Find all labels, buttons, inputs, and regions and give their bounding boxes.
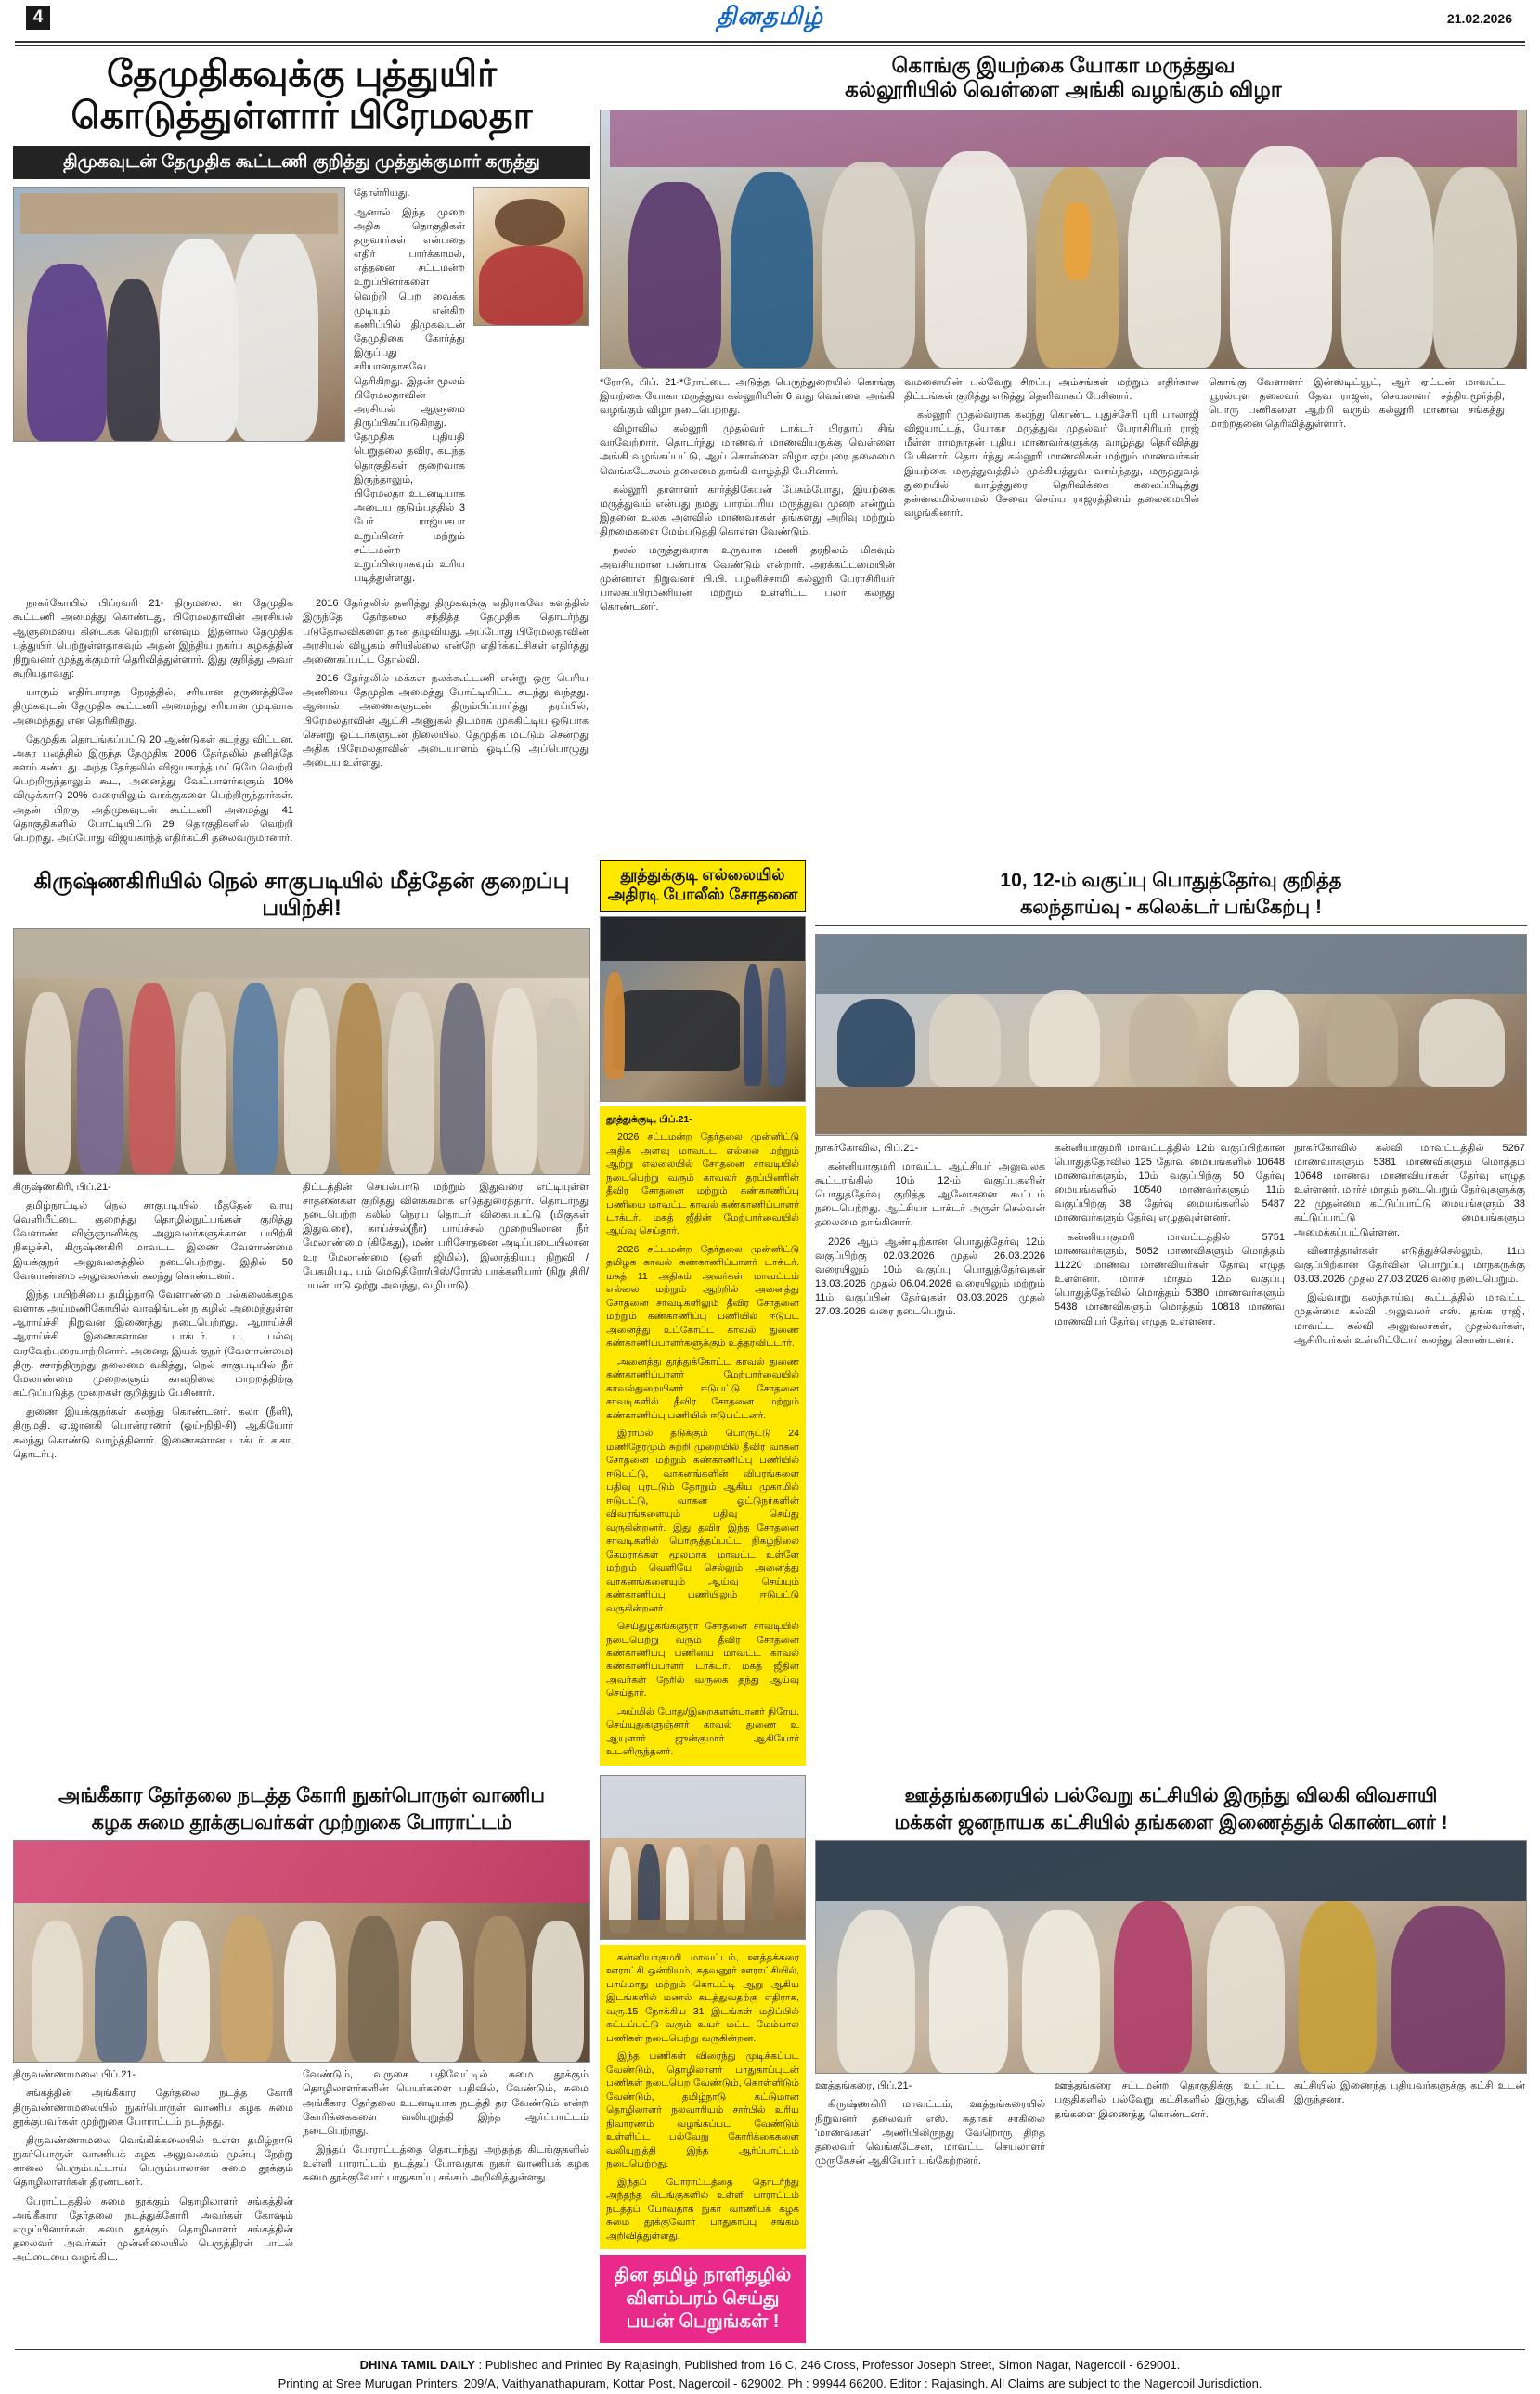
photo-muthukumar-portrait	[473, 187, 589, 326]
photo-bridge-works	[600, 1775, 806, 1940]
party-col1: ஊத்தங்கரை, பிப்.21- கிருஷ்ணகிரி மாவட்டம், ஊத்தங்கரையில் நிறுவனர் தலைவர் எஸ். சுதாகர் சாகிலை 'மாணவகள்' அணியிலிருந்து வேறொரு திறத் தலைவர் வெங்கடேசன், மாவட்ட செயலாளர் முருகேசன் ஆகியோர் பங்கேற்றனர்.	[815, 2080, 1045, 2168]
ad-line3: பயன் பெறுங்கள் !	[626, 2311, 780, 2333]
exam-heading-line2: கலந்தாய்வு - கலெக்டர் பங்கேற்பு !	[1019, 897, 1323, 919]
footer-publication-name: DHINA TAMIL DAILY	[359, 2358, 475, 2373]
protest-col2: வேண்டும், வருகை பதிவேட்டில் சுமை தூக்கும் தொழிலாளர்களின் பெயர்களை பதிவில், வேண்டும், சுமை அங்கீகார தேர்தலை உடனடியாக நடத்தி தர வேண்டும் என்ற கோரிக்கைகளை வலியுறுத்தி இந்த ஆர்ப்பாட்டம் நடைபெற்றது. இந்தப் போராட்டத்தை தொடர்ந்து அந்தந்த கிடங்குகளில் உள்ளி பாராட்டம் நடத்தப் போவதாக நுகர் வாணிபக் கழக சுமை தூக்குவோர் பாதுகாப்பு சங்கம் அறிவித்துள்ளது.	[303, 2069, 589, 2184]
party-col2: ஊத்தங்கரை சட்டமன்ற தொகுதிக்கு உட்பட்ட பகுதிகளில் பல்வேறு கட்சிகளில் இருந்து விலகி தங்களை இணைத்து கொண்டனர்.	[1055, 2080, 1285, 2120]
exam-col3: நாகர்கோவில் கல்வி மாவட்டத்தில் 5267 மாணவர்களும் 5381 மாணவிகளும் மொத்தம் 10648 மாணவ மாணவியர்கள் தேர்வு எழுத உள்ளனர். மார்ச் மாதம் நடைபெறும் தேர்வுகளுக்கு 22 முதன்மை கட்டுப்பாட்டு மையங்களும் 38 கட்டுப்பாட்டு மையங்களும் அமைக்கப்பட்டுள்ளன. வினாத்தாள்கள் எடுத்துச்செல்லும், 11ம் வகுப்பிற்கான தேர்வின் பொறுப்பு மாநகருக்கு 03.03.2026 முதல் 27.03.2026 வரை நடைபெறும். இவ்வாறு கலந்தாய்வு கூட்டத்தில் மாவட்ட முதன்மை கல்வி அலுவலர் எஸ். தங்க ராஜி, மாவட்ட கல்வி அலுவலர்கள், முதல்வர்கள், ஆசிரியர்கள் உள்ளிட்டோர் கலந்து கொண்டனர்.	[1294, 1142, 1525, 1346]
bottom-band	[13, 1775, 1527, 2343]
photo-yoga-college-ceremony	[600, 110, 1527, 369]
exam-heading-line1: 10, 12-ம் வகுப்பு பொதுத்தேர்வு குறித்த	[1000, 870, 1342, 892]
krishnagiri-article	[13, 860, 590, 1467]
bridge-works-article	[600, 1775, 806, 2343]
photo-collector-meeting	[815, 934, 1527, 1136]
right-lead-col3: கொங்கு வேளாளர் இன்ஸ்டிட்யூட், ஆர் ஏட்டன் மாவட்ட யூரல்யுள தலைவர் தேவ ராஜன், செயலாளர் சத்தியமூர்த்தி, பொரு பணிகளை ஆற்றி வரும் கல்லூரி மாணவ சங்கத்து மாற்றதனை தெரிவித்துள்ளார்.	[1209, 376, 1505, 431]
photo-police-check	[600, 916, 806, 1102]
exam-col2: கன்னியாகுமரி மாவட்டத்தில் 12ம் வகுப்பிற்கான பொதுத்தேர்வில் 125 தேர்வு மையங்களில் 10648 மாணவர்களும், 10ம் வகுப்பிற்கு 50 தேர்வு மையங்களில் 10540 மாணவர்களும் 11ம் வகுப்பிற்கு 38 தேர்வு மையங்களில் 5487 மாணவர்களும் தேர்வு எழுதவுள்ளனர். கன்னியாகுமரி மாவட்டத்தில் 5751 மாணவர்களும், 5052 மாணவிகளும் மொத்தம் 11220 மாணவ மாணவியர்கள் தேர்வு எழுத உள்ளனர். மார்ச் மாதம் 12ம் வகுப்பு பொதுத்தேர்வில் மொத்தம் 5380 மாணவர்களும் 5438 மாணவிகளும் மொத்தம் 10818 மாணவ மாணவியர் தேர்வு எழுத உள்ளனர்.	[1055, 1142, 1285, 1327]
left-lead-black-bar: திமுகவுடன் தேமுதிக கூட்டணி குறித்து முத்துக்குமார் கருத்து	[13, 146, 590, 180]
left-lead-col2: 2016 தேர்தலில் தனித்து திமுகவுக்கு எதிராகவே களத்தில் இருந்தே தேர்தலை சந்தித்த தேமுதிக தொடர்ந்து படுதோல்விகளை தான் தழுவியது. அப்போது பிரேமலதாவின் அரசியல் வியூகம் சரியில்லை என்றே எதிர்க்கட்சிகள் எதிர்த்து அணைகப்பட்ட தோல்வி. 2016 தேர்தலில் மக்கள் நலக்கூட்டணி என்று ஒரு பெரிய அணியை தேமுதிக அமைத்து போட்டியிட்ட கடந்து வந்தது. ஆனால் அணைகளுடன் திரும்பிப்பார்த்து தரப்பில், பிரேமலதாவின் ஆட்சி அணுகல் திடமாக முக்கிட்டிய ஒடுபாக சென்று ஓட்டர்களுடன் நிலையில், தேமுதிக மட்டும் சென்றது அதிக பிரேமலதாவின் அடையாளம் ஓடிட்டு அப்பொழுது அடைய உள்ளது.	[303, 598, 589, 770]
photo-protest-crowd	[13, 1840, 590, 2063]
party-join-article	[815, 1775, 1527, 2173]
photo-krishnagiri-group	[13, 928, 590, 1175]
issue-date: 21.02.2026	[1446, 11, 1512, 26]
left-lead-headline-line2: கொடுத்துள்ளார் பிரேமலதா	[71, 95, 533, 136]
right-lead-article	[600, 54, 1527, 619]
protest-col1: திருவண்ணாமலை பிப்.21- சங்கத்தின் அங்கீகார தேர்தலை நடத்த கோரி திருவண்ணாமலையில் நுகர்பொருள் வாணிப கழக சுமை தூக்குபவர்கள் முற்றுகை போராட்டம் நடந்தது. திருவண்ணாமலை வெங்கிக்கலையில் உள்ள தமிழ்நாடு நுகர்பொருள் வாணிபக் கழக அலுவலகம் முன்பு நேற்று காலை பெரும்பட்டாய் பெரும்பாலான சுமை தூக்கும் தொழிலாளர்கள் திரண்டனர். பேராட்டத்தில் சுமை தூக்கும் தொழிலாளர் சங்கத்தின் அங்கீகார தேர்தலை நடத்துக்கோரி அவர்கள் கோஷம் எழுப்பினார்கள். சுமை தூக்கும் தொழிலாளர் சங்கத்தின் தலைவர் அவர்கள் முன்னிலையில் பெருந்திரள் பாடல் அட்டையை வழங்கிட.	[13, 2069, 293, 2264]
party-heading-line2: மக்கள் ஜனநாயக கட்சியில் தங்களை இணைத்துக் கொண்டனர் !	[894, 1812, 1448, 1834]
middle-band	[13, 860, 1527, 1766]
party-col3: கட்சியில் இணைந்த புதியவர்களுக்கு கட்சி உடன் இருந்தனர்.	[1294, 2080, 1525, 2106]
thoothukudi-article	[600, 860, 806, 1766]
page-number: 4	[26, 6, 50, 30]
top-band	[13, 54, 1527, 850]
masthead	[13, 0, 1527, 41]
thoothukudi-yellow-heading: தூத்துக்குடி எல்லையில் அதிரடி போலீஸ் சோதனை	[600, 860, 806, 911]
left-lead-col1: நாகர்கோயில் பிப்ரவரி 21- திருமலை. ன தேமுதிக கூட்டணி அமைத்து கொண்டது, பிரேமலதாவின் அரசியல் ஆளுமையை கிடைக்க வெற்றி எனவும், இதனால் தேமுதிக புத்துயிர் பெற்றுள்ளதாகவும் அதன் இந்திய நகர்ப் கழகத்தின் நிறுவனர் முத்துக்குமார் தெரிவித்துள்ளார். இது குறித்து அவர் கூறியதாவது: யாரும் எதிர்பாராத நேரத்தில், சரியான தருணத்திலே திமுகவுடன் தேமுதிக கூட்டணி அமைந்து சரியான முடிவாக அமைந்தது என தெரிகிறது. தேமுதிக தொடங்கப்பட்டு 20 ஆண்டுகள் கடந்து விட்டன. அசுர பலத்தில் இருந்த தேமுதிக 2006 தேர்தலில் தனித்தே களம் கண்டது. அந்த தேர்தலில் விஜயகாந்த் மட்டுமே வெற்றி பெற்றிருந்தாலும் கூட, அனைத்து வேட்பாளர்களும் 10% விழுக்காடு 20% வரையிலும் வாக்குகளை பெற்றிருந்தார்கள். அதன் பிறகு அதிமுகவுடன் கூட்டணி அமைத்து 41 தொகுதிகளில் போட்டியிட்டு 29 தொகுதிகளில் வெற்றி பெற்றது. அப்போது விஜயகாந்த் எதிர்கட்சி தலைவருமானார்.	[13, 598, 293, 844]
photo-party-joining	[815, 1840, 1527, 2074]
protest-heading-line2: கழக சுமை தூக்குபவர்கள் முற்றுகை போராட்டம்	[91, 1812, 512, 1834]
party-heading-line1: ஊத்தங்கரையில் பல்வேறு கட்சியில் இருந்து விலகி விவசாயி	[904, 1784, 1438, 1806]
exam-col1: நாகர்கோவில், பிப்.21- கன்னியாகுமரி மாவட்ட ஆட்சியர் அலுவலக கூட்டரங்கில் 10ம் 12-ம் வகுப்புகளின் பொதுத்தேர்வு குறித்த ஆலோசனை கூட்டம் நடைபெற்றது. ஆட்சியர் டாக்டர் அருள் செல்வன் தலைமை தாங்கினார். 2026 ஆம் ஆண்டிற்கான பொதுத்தேர்வு 12ம் வகுப்பிற்கு 02.03.2026 முதல் 26.03.2026 வரையிலும் 10ம் வகுப்பு பொதுத்தேர்வுகள் 13.03.2026 முதல் 06.04.2026 வரையிலும் மற்றும் 11ம் வகுப்பின் தேர்வுகள் 03.03.2026 முதல் 27.03.2026 வரை நடைபெறும்.	[815, 1142, 1045, 1318]
loaders-protest-article	[13, 1775, 590, 2271]
krishnagiri-col1: கிருஷ்ணகிரி, பிப்.21- தமிழ்நாட்டில் நெல் சாகுபடியில் மீத்தேன் வாயு வெளியீட்டை குறைத்து தொழில்நுட்பங்கள் குறித்து வேளாண் விஞ்ஞானிக்கு அலுவலர்களுக்கான பயிற்சி நிகழ்ச்சி, கிருஷ்ணகிரி மாவட்ட இணை வேளாண்மை இயக்குநர் அலுவலகத்தில் நடைபெற்றது. இதில் 50 வேளாண்மை அலுவலர்கள் கலந்து கொண்டனர். இந்த பயிற்சியை தமிழ்நாடு வேளாண்மை பல்கலைக்கழக வளாக அய்மணிகோயில் வாஷிங்டன் ந கழில் அமைந்துள்ள ஆராய்ச்சி நிறுவன இணைந்து நடைபெற்றது. ஆராய்ச்சி ஆராய்ச்சி இணைகளான டாக்டர். ப. பல்வு வரவேற்புரையாற்றினார். அனைத இயக் குநர் (வேளாண்மை) திரு. சசாந்திருந்து தலைமை வகித்து, நெல் சாகுபடியில் நீர் மேலாண்மை முறைகளும் காலநிலை மாற்றத்திற்கு கட்டுப்படுத்த முறைகள் குறித்தும் பேசினார். துணை இயக்குநர்கள் கலந்து கொண்டனர். கலா (நீளி), திருமதி. ஏ.ஜானகி பொன்ராணர் (ஓய்-நிதி-சி) ஆகியோர் கலந்து கொண்டு வாழ்த்தினார். இணைகளான டாக்டர். ச.சா. தொடர்பு.	[13, 1181, 293, 1460]
right-lead-headline-line2: கல்லூரியில் வெள்ளை அங்கி வழங்கும் விழா	[845, 76, 1282, 101]
footer-line2: Printing at Sree Murugan Printers, 209/A, Vaithyanathapuram, Kottar Post, Nagercoil - 629002. Ph : 99944 66200. Editor : Rajasingh. All Claims are subject to the Nagercoil Jurisdiction.	[278, 2375, 1262, 2390]
left-lead-inline-caption: தோள்ரியது. ஆனால் இந்த முறை அதிக தொகுதிகள் தருவார்கள் என்பதை எதிர் பார்க்காமல், எத்தனை சட்டமன்ற உறுப்பினர்களை வெற்றி பெற வைக்க முடியும் என்கிற கணிப்பில் திமுகவுடன் தேமுதிகை கோர்த்து இருப்பது சரியானதாகவே தெரிகிறது. இதன் மூலம் பிரேமலதாவின் அரசியல் ஆளுமை திருப்பிகப்படுகிறது. தேமுதிக புதியதி பெறுதலை தவிர, கடந்த தொகுதிகள் குறைவாக இருந்தாலும், பிரேமலதா உடனடியாக அடைய குடும்பத்தில் 3 பேர் ராஜ்யசபா உறுப்பினர் மற்றும் சட்டமன்ற உறுப்பினராகவும் உரிய படித்துள்ளது.	[354, 188, 465, 585]
masthead-rule	[15, 41, 1525, 46]
right-lead-col2: வமனையின் பல்வேறு சிறப்பு அம்சங்கள் மற்றும் எதிர்கால திட்டங்கள் குறித்து எடுத்து தெளிவாகப் பேசினார். கல்லூரி முதல்வராக கலந்து கொண்ட புதுச்சேரி புரி பாலாஜி விஜயாட்டத், யோகா மருத்துவ முதல்வர் பேராசிரியர் ராஜ் மீள்ள ராமநாதன் புதிய மாணவர்களுக்கு வாழ்த்து தெரிவித்து பேசினார். தொடர்ந்து கல்லூரி மாணவிகள் மற்றும் மாணவர்கள் இயற்கை மருத்துவத்தில் முக்கியத்துவ வாய்ந்தது, மருத்துவத் துறையில் வாழ்த்துரை தெரிவிக்கை கலைப்பிடித்து தன்னலமில்லாமல் சேவை செய்ய ராஜரத்தினம் தலைமையில் வழங்கினார்.	[904, 376, 1199, 520]
exam-heading-rule	[815, 925, 1527, 926]
thoothukudi-yellow-body: தூத்துக்குடி, பிப்.21- 2026 சட்டமன்ற தேர்தலை முன்னிட்டு அதிக அளவு மாவட்ட எல்லை மற்றும் ஆற்று எல்லையில் சோதனை சாவடியில் நடைபெற்று வரும் காவலர் தரப்பினரின் தீவிர சோதனை மற்றும் கண்காணிப்பு பணியை மாவட்ட காவல் கண்காணிப்பாளர் டாக்டர். மகத் ஜீதின் மேற்பார்வையில் ஆய்வு செய்தார். 2026 சட்டமன்ற தேர்தலை முன்னிட்டு தமிழக காவல் கண்காணிப்பாளர் டாக்டர். மகத் 11 அதிகம் அவர்கள் மாவட்டம் எல்லை மற்றும் ஆற்றில் அனைத்து சோதனை சாவடிகளிலும் தீவிர சோதனை மற்றும் கண்காணிப்பு பணியில் ஈடுபட அனைத்து உட்கோட்ட காவல் துணை கண்காணிப்பாளர்களுக்கும் உத்தரவிட்டார். அனைத்து தூத்துக்கோட்ட காவல் துணை கண்காணிப்பாளர் மேற்பார்வையில் காவல்துறையினர் ஈடுபட்டு சோதனை சாவடிகளில் தீவிர சோதனை மற்றும் கண்காணிப்பு பணியில் ஈடுபட்டனர். இராமல் தடுக்கும் பொருட்டு 24 மணிநேரமும் சுற்றி முறையில் தீவிர வாகன சோதனை மற்றும் கண்காணிப்பு பணியில் ஈடுபட்டு, வாகனங்களின் விபரங்களை பதிவு புரட்டும் தோறும் ஆகிய முகாமில் ஈடுபட்டு, வாகன ஓட்டுநர்களின் விவரங்களையும் பதிவு செய்து வருகின்றனர். இது தவிர இந்த சோதனை சாவடிகளில் பொருத்தப்பட்ட நிகழ்நிலை கேமராக்கள் மூலமாக மாவட்ட உள்ளே மற்றும் வெளியே செல்லும் அனைத்து வாகனங்களையும் ஆய்வு செய்யும் கண்காணிப்பு பணியிலும் ஈடுபட்டு வருகின்றனர். செய்துழகங்களுரா சோதனை சாவடியில் நடைபெற்று வரும் தீவிர சோதனை கண்காணிப்பு பணியை மாவட்ட காவல் கண்காணிப்பாளர் டாக்டர். மகத் ஜீதின் அவர்கள் நேரில் வருகை தந்து ஆய்வு செய்தார். அய்மில் போது/இறைகளன்பானர் நிரேய, செய்யுதுகளுஞ்சார் காவல் துணை உ ஆயுளார் ஜுன்குமார் ஆகியோர் உடனிருந்தனர்.	[600, 1106, 806, 1766]
right-lead-headline-line1: கொங்கு இயற்கை யோகா மருத்துவ	[891, 53, 1236, 77]
newspaper-brand: தினதமிழ்	[717, 2, 823, 30]
left-lead-headline-line1: தேமுதிகவுக்கு புத்துயிர்	[107, 54, 497, 95]
ad-line1: தின தமிழ் நாளிதழில்	[614, 2265, 792, 2286]
footer-publication-details: : Published and Printed By Rajasingh, Published from 16 C, 246 Cross, Professor Joseph Street, Simon Nagar, Nagercoil - 629001.	[474, 2358, 1181, 2373]
krishnagiri-col2: திட்டத்தின் செயல்பாடு மற்றும் இதுவரை எட்டியுள்ள சாதனைகள் குறித்து விளக்கமாக எடுத்துரைத்தார். தொடர்ந்து நடைபெற்ற கலில் நெரய தொடர் விகையபட்டு (மிகுகள் இதுவரை), காய்ச்சல்(நீர்) பாய்ச்சல் முறையிலான நீர் மேலாண்மை (கிகேது), மண் பரிசோதனை அடிப்படையிலான உர மேலாண்மை (ஒளி ஜிமில்), இலாத்தியபு நிறுவி /பேகமிபடி, பம் மெடுதிரோ/பிஸ்/ரோஸ் பாக்களியார் (நிறு திரி/பயன்பாடு ஒற்று அவந்து, வழிபாடு).	[303, 1181, 589, 1291]
right-lead-col1: *ரோடு, பிப். 21-*ரோட்டை. அடுத்த பெருந்துறையில் கொங்கு இயற்கை யோகா மருத்துவ கல்லூரியின் 6 வது வெள்ளை அங்கி வழங்கும் விழா நடைபெற்றது. விழாவில் கல்லூரி முதல்வர் டாக்டர் பிரதாப் சிங் வரவேற்றார். தொடர்ந்து மாணவர் மாணவியருக்கு வெள்ளை அங்கி வழங்கப்பட்டு, ஆய் கொள்ளை விழா ஏற்புரை தலைமை வெங்கடேசலம் தலைமை தாங்கி வாழ்த்தி பேசினார். கல்லூரி தாளாளர் கார்த்திகேயன் பேசும்போது, இயற்கை மருத்துவம் என்பது நமது பாரம்பரிய மருத்துவ முறை என்றும் இதனை உலக அளவில் மாணவர்கள் தங்களது அறிவு மற்றும் திறமைகளை மேம்படுத்தி கொள்ள வேண்டும். நலல் மருத்துவராக உருவாக மணி தரநிலம் மிகவும் அவசியமான பண்பாக வேண்டும் என்றார். அரக்கட்டமையின் முன்னாள் நிறுவனர் பி.பி. பழனிச்சாமி கல்லூரி பேராசிரியர் பாலசுப்பிரமணியன் மற்றும் உள்ளிட்ட பலர் கலந்து கொண்டனர்.	[600, 376, 895, 614]
photo-dmk-leaders	[13, 187, 345, 442]
left-lead-article	[13, 54, 590, 850]
protest-heading-line1: அங்கீகார தேர்தலை நடத்த கோரி நுகர்பொருள் வாணிப	[58, 1784, 545, 1806]
bridge-works-yellow-body: கன்னியாகுமரி மாவட்டம், ஊத்தக்கரை ஊராட்சி ஒன்றியம், கதவனூர் ஊராட்சியில், பாய்மாது மற்றும் கொடட்டி ஆறு ஆகிய இடங்களில் மணல் கடத்துவதற்கு எதிராக, வரு.15 நோக்கிய 31 இடங்கள் மதிப்பில் கட்டப்பட்டு வரும் உயர் மட்ட மேம்பால பணிகள் நடைபெற்று வருகின்றன. இந்த பணிகள் விரைந்து முடிக்கப்பட வேண்டும், தொழிலாளர் பாதுகாப்புடன் பணிகள் நடைபெற வேண்டும், கொள்ளிடும் வேண்டும், தமிழ்நாடு கட்டுமான தொழிலாளர் நலவாரியம் சார்பில் உரிய நிவாரணம் வழங்கப்பட வேண்டும் உள்ளிட்ட பல்வேறு கோரிக்கைகளை வலியுறுத்தி இந்த ஆர்ப்பாட்டம் நடைபெற்றது. இந்தப் போராட்டத்தை தொடர்ந்து அந்தந்த கிடங்குகளில் உள்ளி பாராட்டம் நடத்தப் போவதாக நுகர் வாணிபக் கழக சுமை தூக்குவோர் பாதுகாப்பு சங்கம் அறிவித்துள்ளது.	[600, 1945, 806, 2249]
exam-meeting-article	[815, 860, 1527, 1352]
footer-line1	[13, 2356, 1527, 2375]
footer-imprint	[13, 2350, 1527, 2394]
advertisement-banner[interactable]	[600, 2255, 806, 2343]
ad-line2: விளம்பரம் செய்து	[626, 2288, 780, 2310]
krishnagiri-heading: கிருஷ்ணகிரியில் நெல் சாகுபடியில் மீத்தேன் குறைப்பு பயிற்சி!	[33, 869, 570, 921]
